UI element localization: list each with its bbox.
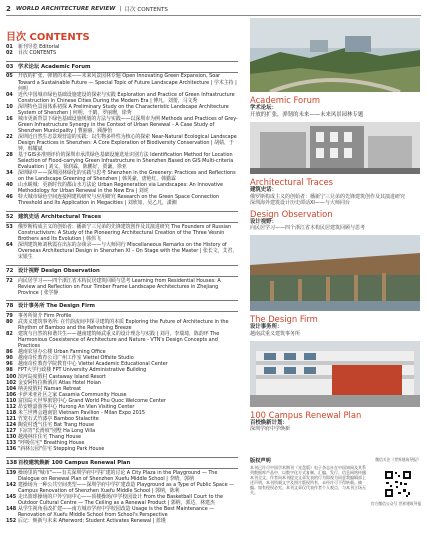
copyright-heading: 版权声明 [250, 458, 271, 464]
page-ref: 22 [6, 133, 13, 140]
header-separator: | [119, 6, 122, 12]
qr-heading: 微信关注《世界建筑导报》 [375, 457, 421, 462]
traces-title: Architectural Traces [250, 177, 334, 188]
page-ref: 124 [6, 421, 17, 428]
page-ref: 127 [6, 427, 17, 434]
page-ref: 02 [6, 50, 13, 57]
entry-text: 建操场为一种公共空间类型——深圳学府中学扩建改造 Playground as a Type of Public Space — Campus Renovation of Shenzhen Xuefu Middle School | 郭纳，陈利 [18, 481, 235, 494]
entry-text: 富国岛大世界旅馆中心 Grand World Phu Quoc Welcome Center [18, 397, 166, 404]
entry-text: 后记：焕新与未来 Afterword: Student Activates Renewal | 蓝瑾 [18, 517, 166, 524]
entry-text: 纳美度假村 Naman Retreat [18, 385, 82, 392]
entry-text: 开放的扩张，弹韧的未来——未来风景园林专题 Open Innovating Green Expansion, Soar Toward a Sustainable Future — Special Topic of Future Landscape Architecture | 学术主持 | 何明 [18, 73, 237, 92]
page-ref: 138 [6, 459, 18, 466]
page-ref: 46 [6, 194, 13, 201]
entry-text: 金安阿特拉斯酒店 Atlas Hotel Hoian [18, 379, 101, 386]
qr-code-icon [384, 470, 412, 498]
campus-photo [250, 341, 420, 407]
page-ref: 100 [6, 373, 17, 380]
entry-text: 向民居学习——四个浙江省木构民居建筑回顾与思考 Learning from Residential Houses: A Review and Reflection on Four Timber Frame Landscape Architectures in Zhejiang Province | 张学静 [18, 277, 221, 296]
toc-section-heading [6, 62, 238, 70]
toc-entry [6, 104, 238, 116]
page-ref: 28 [6, 152, 13, 159]
toc-entry [6, 506, 238, 518]
page-ref: 78 [6, 303, 14, 310]
page-ref: 148 [6, 505, 17, 512]
entry-text: 深圳近自然生态景观营造的实践：以生物多样性为核心的探索 Near-Natural Ecological Landscape Design Practices in Shenzhen: A Core Exploration of Biodiversity Conservation | 胡婧，于钟，韩耀斌 [18, 133, 237, 153]
toc-entry [6, 470, 238, 482]
traces-text-1: 俄罗斯构成主义的创始者：播新宁三兄弟的先锋建筑创作及其演进研究 [250, 193, 406, 200]
toc-entry [6, 194, 238, 206]
page-ref: 121 [6, 415, 17, 422]
entry-text: 城市更新背景下绿色基础设施规划的方法与实践——以深圳市为例 Methods and Practices of Grey-Green Infrastructure Synergy in the Context of Urban Renewal - A Case Study of Shenzhen Municipality | 曹丽丽，顾静怡 [18, 115, 238, 134]
brand-name: WORLD ARCHITECTURE REVIEW [15, 6, 116, 12]
entry-text: 目次 CONTENTS [18, 50, 57, 57]
entry-text: 俄罗斯构成主义的创始者：播新宁三兄弟的先锋建筑创作及其演进研究 The Founders of Russian Constructivism: A Study of the Pioneering Architectural Creation of the Three Vesnin Brothers and Its Evolution | 韩伟飞 [18, 223, 231, 242]
entry-text: 设计事务所 The Design Firm [18, 303, 96, 310]
firm-title: The Design Firm [250, 314, 318, 325]
page-ref: 136 [6, 446, 17, 453]
page-ref: 118 [6, 409, 17, 416]
entry-text: 走出篮球操场的户外空间中心——顶楼操场/中学校园设计 From the Basketball Court to the Outdoor Cultural Centre — The Ceiling as a Renewal Product | 郭纳，郭达，林建杰 [18, 493, 224, 506]
forum-title: Academic Forum [250, 95, 321, 105]
page-header [6, 4, 168, 14]
page-ref: 110 [6, 397, 17, 404]
page-ref: 04 [6, 91, 13, 98]
toc-entry [6, 482, 238, 494]
forum-text: 开放的扩张，弹韧的未来——未来风景园林专题 [250, 111, 364, 118]
page-ref: 130 [6, 433, 17, 440]
entry-text: 特大城市绿色空间连接网建构研究与应用研究 Research on the Green Space Connection Threshold and Its Application in Megacities | 刘欣如，吴乙凡，潇湘 [18, 194, 220, 207]
toc-entry [6, 224, 238, 242]
page-ref: 96 [6, 361, 13, 368]
entry-text: 越南奇佐教育公司广州工作室 Viettel Offsite Studio [18, 355, 134, 362]
copyright-body: 本刊已许可中国学术期刊（光盘版）电子杂志社在中国知网及其系列数据库产品中，以数字化方式复制、汇编、发行、信息网络传播本刊全文。作者向本刊提交文章发表的行为即视为同意我编辑部上述声明。本刊所载文字及图片版权所有，未经许可不得转载、摘编。如有侵权必究。本刊文章仅代表作者个人观点，与本刊立场无关。 [250, 465, 366, 495]
entry-text: 米兰世博会越南馆 Vietnam Pavilion - Milan Expo 2015 [18, 409, 145, 416]
page-ref: 106 [6, 391, 17, 398]
toc-entry [6, 242, 238, 260]
entry-text: 事务所简介 Firm Profile [18, 313, 72, 320]
traces-photo [250, 122, 420, 174]
firm-label: 设计事务所： [250, 324, 283, 331]
page-ref: 80 [6, 319, 13, 326]
toc-entry [6, 152, 238, 170]
entry-text: 学术论坛 Academic Forum [18, 63, 91, 70]
page-ref: 142 [6, 481, 17, 488]
page-number: 2 [6, 5, 11, 13]
toc-entry [6, 170, 238, 182]
toc-entry [6, 182, 238, 194]
entry-text: 竹笼石式竹漆亭 Bamboo Stalactite [18, 415, 99, 422]
page-ref: 145 [6, 493, 17, 500]
qr-caption: 官方微信公众号 世界建筑导报 [370, 501, 422, 506]
feature-column [250, 18, 420, 432]
firm-photo [250, 235, 420, 311]
toc-entry [6, 278, 238, 296]
page-ref: 90 [6, 355, 13, 362]
page-ref: 133 [6, 440, 17, 447]
campus-label: 百校焕新计划： [250, 419, 288, 426]
design-text: 向民居学习——四个浙江省木构民居建筑回顾与思考 [250, 225, 366, 232]
entry-text: 设计视野 Design Observation [18, 267, 100, 274]
entry-text: "斜林公园"住宅 Stepping Park House [18, 446, 105, 453]
page-ref: 05 [6, 73, 13, 80]
page-ref: 01 [6, 44, 13, 50]
entry-text: "呼吸住宅" Breathing House [18, 440, 85, 447]
toc-entry [6, 116, 238, 134]
toc-entry [6, 446, 238, 452]
toc-section-heading [6, 458, 238, 466]
entry-text: 建筑与自然的和谐共生——越南建筑师武重义的设计理念与实践 | 刘丹，李瑞琦，陈韵坪 The Harmonious Coexistence of Architecture and Nature - VTN's Design Concepts and Practices [18, 331, 220, 350]
page-ref: 102 [6, 379, 17, 386]
page-ref: 79 [6, 313, 13, 320]
entry-text: 陶瓷村透气住宅 Bat Trang House [18, 421, 94, 428]
page-ref: 10 [6, 103, 13, 110]
page-ref: 64 [6, 242, 13, 249]
toc-entry [6, 319, 238, 331]
toc-entry [6, 494, 238, 506]
traces-label: 建筑史话： [250, 187, 277, 194]
page-ref: 53 [6, 223, 13, 230]
toc-title: 目次 CONTENTS [6, 32, 90, 43]
toc-section-heading [6, 213, 238, 221]
page-ref: 72 [6, 267, 14, 274]
entry-text: 昂安维嘉游客中心 Hurong An Vien Visiting Center [18, 403, 135, 410]
toc-entry [6, 518, 238, 524]
entry-text: 近代中国城市绿色基础设施建设的探索与实践 Exploration and Practice of Green Infrastructure Construction in Chinese Cities During the Modern Era | 傅凡，刘蕾，马文秀 [18, 91, 235, 104]
header-rule [6, 15, 421, 16]
entry-text: 新刊导览 Editorial [18, 44, 60, 50]
page-ref: 152 [6, 517, 17, 524]
campus-text: 深圳学府中学焕新 [250, 426, 291, 433]
page-ref: 52 [6, 214, 14, 221]
page-ref: 86 [6, 349, 13, 356]
page-ref: 112 [6, 403, 17, 410]
toc-entry [6, 134, 238, 152]
page-ref: 139 [6, 469, 17, 476]
page-ref: 98 [6, 367, 13, 374]
entry-text: 从学生视角看改扩建——南方城市学府中学校园改造 Usage is the Best Maintenance — Renovation of Xuefu Middle School from School's Perspective [18, 505, 215, 518]
toc-body [6, 44, 238, 524]
entry-text: 武夷义建筑事务所: 在竹韵流间中探寻建筑的本质 Exploring the Future of Architecture in the Rhythm of Bamboo and the Refreshing Breeze [18, 319, 229, 332]
entry-text: 深圳绿中——深圳园林绿化的实践与思考 Shenzhen in the Greenery: Practices and Reflections on the Landscape Greening of Shenzhen | 韩英豪，唐艳红，韩勤霖 [18, 170, 236, 183]
entry-text: 操场里的"城市"——有关深圳学府中学扩建的讨论 A City Plaza in the Playground — The Dialogue on Renewal Plan of Shenzhen Xuefu Middle School | 李晴，郭纳 [18, 469, 218, 482]
entry-text: 越漫林住住宅 Thang House [18, 433, 82, 440]
entry-text: 越南奇佐教育学院教育中心 Viettel Academic Educational Center [18, 361, 168, 368]
design-title: Design Observation [250, 208, 333, 219]
page-ref: 34 [6, 170, 13, 177]
toc-entry [6, 50, 238, 56]
entry-text: 下凉宵"长滑坡"别墅 Ha Long Villa [18, 427, 96, 434]
toc-entry [6, 331, 238, 349]
entry-text: 百校建筑焕新 100 Campus Renewal Plan [18, 459, 131, 466]
campus-title: 100 Campus Renewal Plan [250, 409, 362, 420]
page-ref: 40 [6, 182, 13, 189]
toc-entry [6, 92, 238, 104]
traces-text-2: 深圳海外建筑设计历史谭话XI——与大师同台 [250, 199, 350, 206]
entry-text: 山水蜕城：更新时代的都山水方法论 Urban Regeneration via Landscapes: An Innovative Methodology for Urban Renewal in the New Era | 刘虎 [18, 182, 224, 195]
page-ref: 104 [6, 385, 17, 392]
entry-text: 滨河岛度假村 Castaway Island Resort [18, 373, 106, 380]
toc-section-heading [6, 302, 238, 310]
toc-section-heading [6, 266, 238, 274]
entry-text: 深圳特色景园体系初探 A Preliminary Study on the Characteristic Landscape Architecture System of Shenzhen | 何明，千鹤，罗丽珊，徐秀 [18, 103, 229, 116]
entry-text: 建筑史话 Architectural Traces [18, 214, 101, 221]
page-ref: 16 [6, 115, 13, 122]
toc-entry [6, 73, 238, 91]
page-ref: 82 [6, 331, 13, 338]
toc-column [6, 18, 238, 524]
entry-text: 深圳建筑师刘秋霞在出东的杂谈录——与大师同行 Miscellaneous Remarks on the History of Overseas Architectural Design in Shenzhen XI – On Stage with the Master | 张长文，艾君，宋银生 [18, 242, 238, 261]
header-section: 目次 CONTENTS [124, 7, 168, 13]
design-label: 设计视野： [250, 218, 277, 225]
forum-photo [250, 18, 420, 92]
entry-text: 基于GIS多准则评价的深圳市承洪绿色基础设施选址识别方法 Identification Method for Location Selection of Flood-carrying Green Infrastructure in Shenzhen Based on GIS Multi-criteria Evaluation | 刘义，徐润霖，陈鹏好，贾谦，徐亚 [18, 152, 234, 171]
firm-text: 越南武重义建筑事务所 [250, 330, 301, 337]
entry-text: 越南农垦办公楼 Urban Farming Office [18, 349, 106, 356]
forum-label: 学术论坛： [250, 105, 277, 111]
page-ref: 72 [6, 277, 13, 284]
page-ref: 03 [6, 63, 14, 70]
entry-text: FPT大学行政楼 FPT University Administrative Building [18, 367, 147, 374]
entry-text: 卡萨米亚社区之家 Casamia Community House [18, 391, 127, 398]
